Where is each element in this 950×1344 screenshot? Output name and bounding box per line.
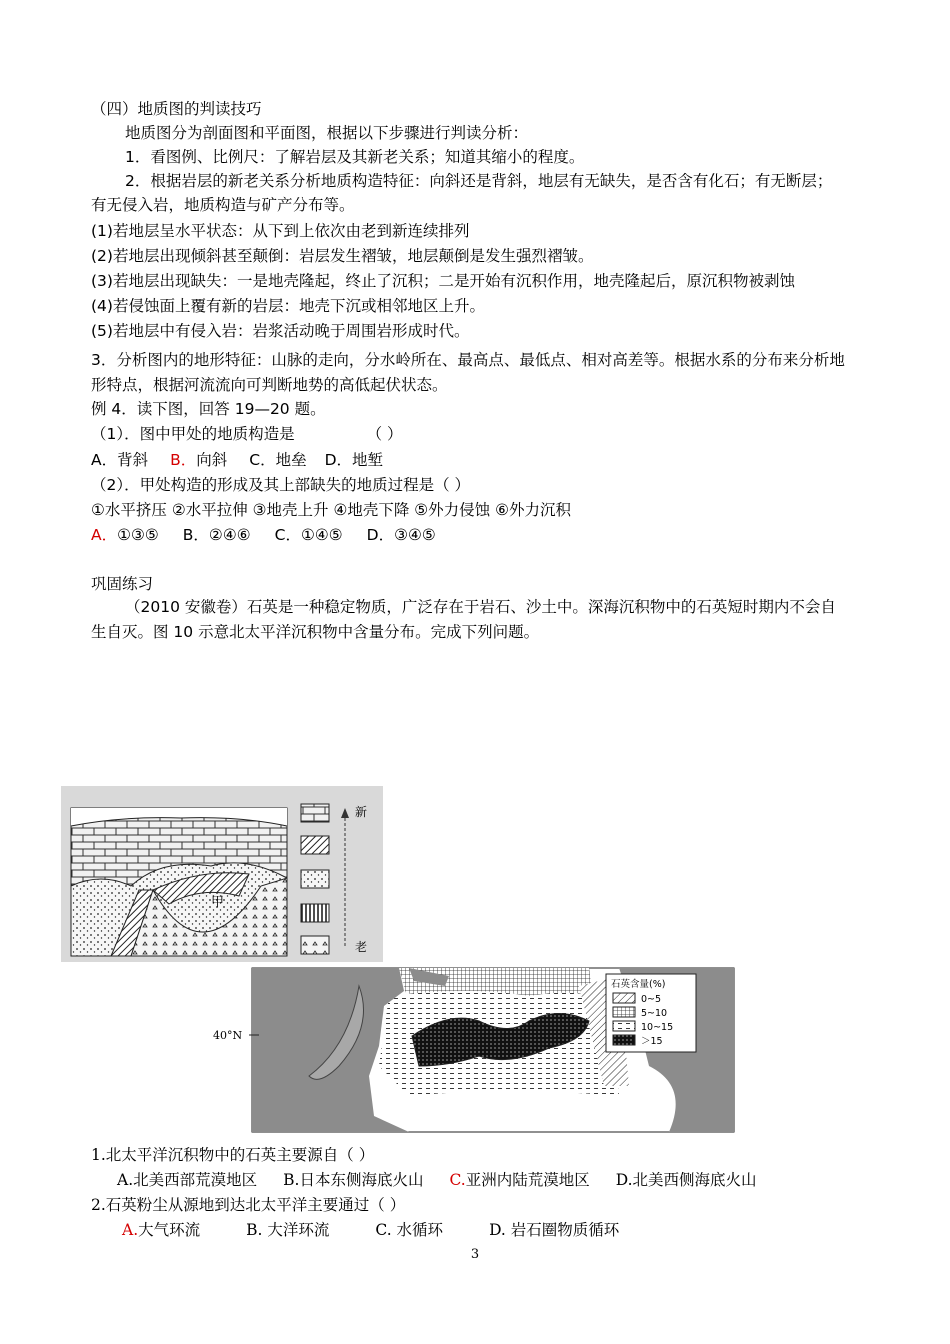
latitude-label: 40°N [213, 1029, 243, 1042]
example-q1-options [91, 449, 383, 471]
legend-label: ＞15 [641, 1036, 663, 1047]
example-title: 例 4．读下图，回答 19—20 题。 [91, 400, 326, 418]
rule-item: (3)若地层出现缺失：一是地壳隆起，终止了沉积；二是开始有沉积作用，地壳隆起后，原沉积物被剥蚀 [91, 272, 795, 290]
label-jia: 甲 [211, 895, 225, 910]
quartz-distribution-map [209, 966, 739, 1136]
legend-swatch-gt15 [613, 1035, 635, 1045]
label-old: 老 [355, 940, 368, 954]
geologic-section-figure [61, 786, 383, 962]
option-a: A．背斜 [91, 451, 149, 469]
legend-label: 5~10 [641, 1008, 668, 1019]
legend-swatch [301, 804, 329, 822]
option-d: D. 岩石圈物质循环 [489, 1221, 620, 1239]
practice-q2: 2.石英粉尘从源地到达北太平洋主要通过（ ） [91, 1196, 406, 1214]
legend-label: 0~5 [641, 994, 662, 1005]
label-new: 新 [355, 805, 368, 819]
legend-swatch-0-5 [613, 993, 635, 1003]
option-c-label: C. [449, 1171, 466, 1189]
option-a-text: 大气环流 [138, 1221, 201, 1239]
option-a: A.北美西部荒漠地区 [117, 1171, 258, 1189]
option-b: B.日本东侧海底火山 [283, 1171, 424, 1189]
option-b: B. 大洋环流 [246, 1221, 330, 1239]
legend-swatch [301, 936, 329, 954]
rule-item: (4)若侵蚀面上覆有新的岩层：地壳下沉或相邻地区上升。 [91, 297, 485, 315]
section-intro: 地质图分为剖面图和平面图，根据以下步骤进行判读分析： [125, 124, 529, 142]
step-3-line-2: 形特点，根据河流流向可判断地势的高低起伏状态。 [91, 376, 448, 394]
option-c: C．地垒 [249, 451, 307, 469]
rule-item: (1)若地层呈水平状态：从下到上依次由老到新连续排列 [91, 222, 470, 240]
legend-swatch [301, 836, 329, 854]
example-q2-options [91, 524, 436, 546]
legend-swatch [301, 870, 329, 888]
option-c: C. 水循环 [375, 1221, 444, 1239]
option-d-label: D． [324, 451, 353, 469]
practice-q1-options [117, 1169, 757, 1191]
option-b-text: 向斜 [196, 451, 228, 469]
legend-swatch-10-15 [613, 1021, 635, 1031]
legend-title: 石英含量(%) [611, 979, 666, 990]
step-3-line-1: 3．分析图内的地形特征：山脉的走向，分水岭所在、最高点、最低点、相对高差等。根据水系的分布来分析地 [91, 351, 845, 369]
option-d: D．③④⑤ [366, 526, 436, 544]
example-q2: （2）．甲处构造的形成及其上部缺失的地质过程是（ ） [91, 476, 471, 494]
rule-item: (5)若地层中有侵入岩：岩浆活动晚于周围岩形成时代。 [91, 322, 470, 340]
option-c: C．①④⑤ [274, 526, 343, 544]
example-q1-text: （1）．图中甲处的地质构造是 [91, 425, 295, 443]
step-1: 1．看图例、比例尺：了解岩层及其新老关系；知道其缩小的程度。 [125, 148, 585, 166]
option-a-text: ①③⑤ [117, 526, 159, 544]
option-c-text: 亚洲内陆荒漠地区 [465, 1171, 590, 1189]
practice-intro-line-1: （2010 安徽卷）石英是一种稳定物质，广泛存在于岩石、沙土中。深海沉积物中的石英短时期内不会自 [125, 598, 836, 616]
option-a-label: A． [91, 526, 118, 544]
step-2-line-1: 2．根据岩层的新老关系分析地质构造特征：向斜还是背斜，地层有无缺失，是否含有化石；有无断层； [125, 172, 833, 190]
legend-swatch-5-10 [613, 1007, 635, 1017]
example-q1 [91, 423, 403, 445]
legend-swatch [301, 904, 329, 922]
option-a-label: A. [122, 1221, 139, 1239]
practice-q1: 1.北太平洋沉积物中的石英主要源自（ ） [91, 1146, 375, 1164]
legend-label: 10~15 [641, 1022, 674, 1033]
practice-q2-options [122, 1219, 619, 1241]
page-number: 3 [470, 1247, 480, 1262]
step-2-line-2: 有无侵入岩，地质构造与矿产分布等。 [91, 196, 355, 214]
option-b-label: B． [170, 451, 197, 469]
example-q2-items: ①水平挤压 ②水平拉伸 ③地壳上升 ④地壳下降 ⑤外力侵蚀 ⑥外力沉积 [91, 501, 572, 519]
practice-title: 巩固练习 [91, 575, 154, 593]
option-d-text: 地堑 [352, 451, 384, 469]
option-d: D.北美西侧海底火山 [615, 1171, 757, 1189]
rule-item: (2)若地层出现倾斜甚至颠倒：岩层发生褶皱，地层颠倒是发生强烈褶皱。 [91, 247, 594, 265]
example-q1-blank: （ ） [366, 425, 403, 443]
option-b: B．②④⑥ [182, 526, 251, 544]
practice-intro-line-2: 生自灭。图 10 示意北太平洋沉积物中含量分布。完成下列问题。 [91, 623, 540, 641]
section-title: （四）地质图的判读技巧 [91, 100, 262, 118]
